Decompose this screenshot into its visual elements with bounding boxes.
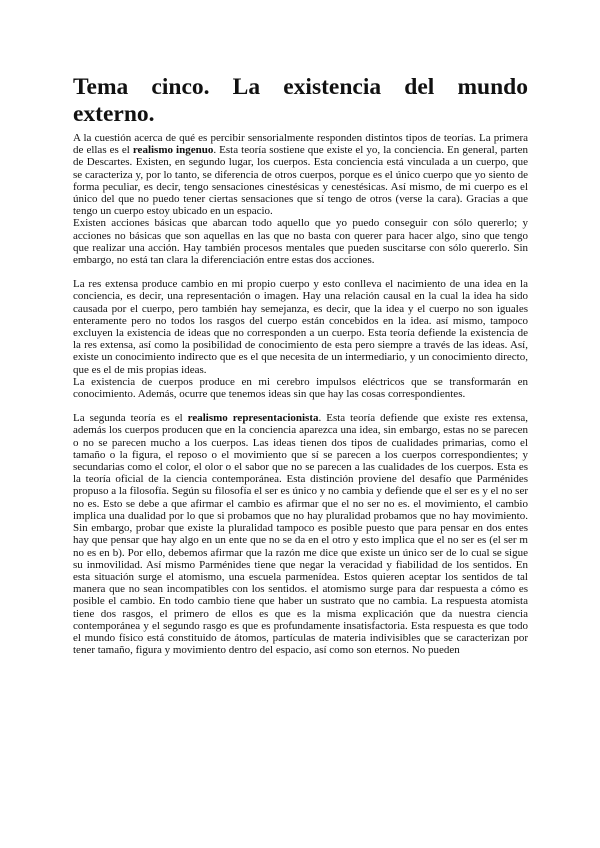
paragraph-realismo-representacionista xyxy=(73,412,528,656)
page-title: Tema cinco. La existencia del mundo externo. xyxy=(73,74,528,127)
paragraph-text: La segunda teoría es el xyxy=(73,412,188,425)
bold-term-realismo-representacionista: realismo representacionista xyxy=(187,412,319,425)
paragraph-res-extensa: La res extensa produce cambio en mi propio cuerpo y esto conlleva el nacimiento de una idea en la conciencia, es decir, una representación o imagen. Hay una relación causal en la cual la idea ha sido causada por el cuerpo, pero también hay semejanza, es decir, que la idea y el cuerpo no son iguales enteramente pero no todos los rasgos del cuerpo están concebidos en la idea. así mismo, tampoco excluyen la existencia de ideas que no corresponden a un cuerpo. Esta teoría defiende la existencia de la res extensa, así como la posibilidad de conocimiento de esta pero siempre a través de las ideas. Así, existe un conocimiento indirecto que es el que necesita de un intermediario, y un conocimiento directo, que es el de mis propias ideas. xyxy=(73,278,528,376)
document-page xyxy=(73,74,528,656)
paragraph-spacer xyxy=(73,266,528,278)
paragraph-realismo-ingenuo xyxy=(73,132,528,217)
paragraph-acciones: Existen acciones básicas que abarcan todo aquello que yo puedo conseguir con sólo quererlo; y acciones no básicas que son aquellas en las que no basta con querer para hacer algo, sino que tengo que realizar una acción. Hay también procesos mentales que pueden suscitarse con sólo quererlo. Sin embargo, no está tan clara la diferenciación entre estas dos acciones. xyxy=(73,217,528,267)
paragraph-text: . Esta teoría defiende que existe res extensa, además los cuerpos producen que en la conciencia aparezca una idea, sin embargo, estas no se parecen o no se parecen mucho a los cuerpos. Las ideas tienen dos tipos de cualidades primarias, como el tamaño o la figura, el reposo o el movimiento que sí se parecen a los cuerpos correspondientes; y secundarias como el color, el olor o el sabor que no se parecen a las cualidades de los cuerpos. Esta es la teoría oficial de la ciencia contemporánea. Esta distinción proviene del desafío que Parménides propuso a la filosofía. Según su filosofía el ser es único y no cambia y defiende que el ser es y el no ser no es. Esto se debe a que afirmar el cambio es afirmar que el no ser no es. el movimiento, el cambio implica una dualidad por lo que si probamos que no hay pluralidad probamos que no hay movimiento. Sin embargo, probar que existe la pluralidad tampoco es posible puesto que para pensar en dos entes hay que pensar que hay algo en un ente que no se da en el otro y esto implica que el no ser es (el ser m no es en b). Por ello, debemos afirmar que la razón me dice que existe un único ser de lo cual se sigue su inmovilidad. Así mismo Parménides tiene que negar la veracidad y fiabilidad de los sentidos. En esta situación surge el atomismo, una escuela parmenídea. Estos quieren aceptar los sentidos de tal manera que no sean incompatibles con los sentidos. el atomismo surge para dar respuesta a cómo es posible el cambio. En todo cambio tiene que haber un sustrato que no cambia. La respuesta atomista tiene dos rasgos, el primero de ellos es que es la misma explicación que da nuestra ciencia contemporánea y el segundo rasgo es que es profundamente insatisfactoria. Esta respuesta es que todo el mundo físico está constituido de átomos, partículas de materia indivisibles que se caracterizan por tener tamaño, figura y movimiento dentro del espacio, así como son eternos. No pueden xyxy=(73,412,528,657)
paragraph-text: . Esta teoría sostiene que existe el yo, la conciencia. En general, parten de Descartes. Existen, en segundo lugar, los cuerpos. Esta conciencia está vinculada a un cuerpo, que se caracteriza y, por lo tanto, se diferencia de otros cuerpos, porque es el único cuerpo que yo siento de forma peculiar, es decir, tengo sensaciones cinestésicas y cenestésicas. Así mismo, de mi cuerpo es el único del que no puedo tener ciertas sensaciones que sí tengo de otros (verse la cara). Gracias a que tengo un cuerpo estoy ubicado en un espacio. xyxy=(73,144,528,218)
paragraph-spacer xyxy=(73,400,528,412)
bold-term-realismo-ingenuo: realismo ingenuo xyxy=(132,144,214,157)
paragraph-existencia-cuerpos: La existencia de cuerpos produce en mi cerebro impulsos eléctricos que se transformarán en conocimiento. Además, ocurre que tenemos ideas sin que hay las cosas correspondientes. xyxy=(73,375,528,401)
paragraph-text: A la cuestión acerca de qué es percibir sensorialmente responden distintos tipos de teorías. La primera de ellas es el xyxy=(73,132,528,157)
